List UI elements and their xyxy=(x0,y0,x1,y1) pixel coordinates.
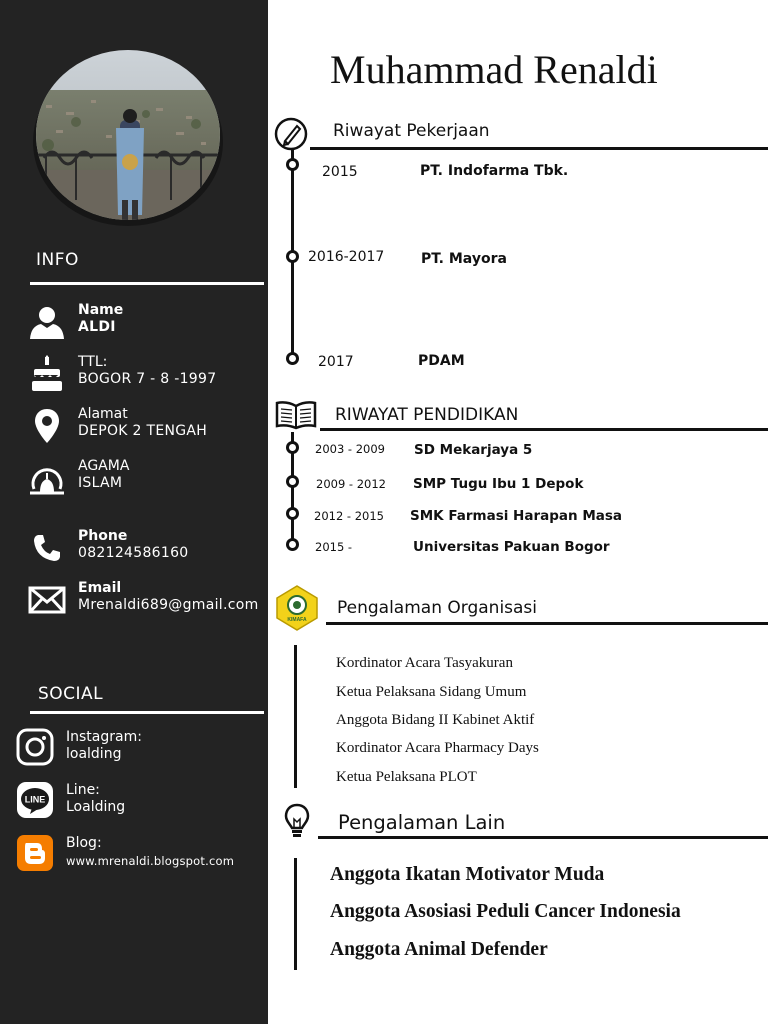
pekerjaan-heading: Riwayat Pekerjaan xyxy=(333,121,490,141)
timeline-dot xyxy=(286,352,299,365)
organisasi-divider xyxy=(326,622,768,625)
info-divider xyxy=(30,282,264,285)
instagram-value: loalding xyxy=(66,746,122,762)
phone-value: 082124586160 xyxy=(78,545,189,561)
organisasi-item: Ketua Pelaksana Sidang Umum xyxy=(336,684,527,700)
line-icon xyxy=(16,781,56,821)
job-year: 2017 xyxy=(318,354,354,370)
info-heading: INFO xyxy=(36,250,79,270)
lain-item: Anggota Ikatan Motivator Muda xyxy=(330,864,605,885)
lain-item: Anggota Asosiasi Peduli Cancer Indonesia xyxy=(330,901,681,922)
info-ttl xyxy=(26,354,268,398)
page-title: Muhammad Renaldi xyxy=(330,47,658,92)
pendidikan-heading: RIWAYAT PENDIDIKAN xyxy=(335,405,519,425)
ttl-value: BOGOR 7 - 8 -1997 xyxy=(78,371,217,387)
name-label: Name xyxy=(78,302,124,318)
organisasi-item: Ketua Pelaksana PLOT xyxy=(336,769,477,785)
email-label: Email xyxy=(78,580,122,596)
instagram-icon xyxy=(16,728,56,768)
lain-item: Anggota Animal Defender xyxy=(330,939,548,960)
blogger-icon xyxy=(16,834,56,874)
envelope-icon xyxy=(26,580,68,620)
name-value: ALDI xyxy=(78,319,116,335)
job-year: 2016-2017 xyxy=(308,249,385,265)
organisasi-heading: Pengalaman Organisasi xyxy=(337,598,538,618)
social-heading: SOCIAL xyxy=(38,684,104,704)
ttl-label: TTL: xyxy=(78,354,108,370)
job-year: 2015 xyxy=(322,164,358,180)
sidebar xyxy=(0,0,268,1024)
school-name: SMK Farmasi Harapan Masa xyxy=(410,508,623,524)
lain-heading: Pengalaman Lain xyxy=(338,811,506,834)
social-line xyxy=(16,781,268,821)
info-alamat xyxy=(26,406,268,450)
timeline-dot xyxy=(286,250,299,263)
organisasi-item: Kordinator Acara Tasyakuran xyxy=(336,655,513,671)
lightbulb-icon xyxy=(284,803,310,845)
school-year: 2009 - 2012 xyxy=(316,477,386,491)
location-pin-icon xyxy=(26,406,68,446)
phone-label: Phone xyxy=(78,528,128,544)
school-year: 2015 - xyxy=(315,540,353,554)
open-book-icon xyxy=(275,400,317,434)
info-phone xyxy=(26,528,268,572)
timeline-dot xyxy=(286,538,299,551)
profile-photo xyxy=(36,50,220,220)
lain-timeline xyxy=(294,858,297,970)
school-year: 2012 - 2015 xyxy=(314,509,384,523)
person-icon xyxy=(26,302,68,342)
alamat-value: DEPOK 2 TENGAH xyxy=(78,423,208,439)
phone-icon xyxy=(26,528,68,568)
organisasi-timeline xyxy=(294,645,297,788)
organization-emblem-icon xyxy=(273,584,321,636)
school-name: Universitas Pakuan Bogor xyxy=(413,539,610,555)
alamat-label: Alamat xyxy=(78,406,128,422)
timeline-dot xyxy=(286,158,299,171)
pekerjaan-divider xyxy=(310,147,768,150)
blog-value[interactable]: www.mrenaldi.blogspot.com xyxy=(66,854,235,868)
svg-text:LINE: LINE xyxy=(24,794,46,805)
email-value: Mrenaldi689@gmail.com xyxy=(78,597,259,613)
line-label: Line: xyxy=(66,782,100,798)
school-name: SMP Tugu Ibu 1 Depok xyxy=(413,476,584,492)
timeline-dot xyxy=(286,507,299,520)
info-name xyxy=(26,302,268,346)
mosque-icon xyxy=(26,458,68,498)
school-name: SD Mekarjaya 5 xyxy=(414,442,533,458)
svg-text:KIMAFA: KIMAFA xyxy=(287,617,307,623)
job-company: PT. Indofarma Tbk. xyxy=(420,163,569,179)
timeline-dot xyxy=(286,441,299,454)
pendidikan-divider xyxy=(320,428,768,431)
line-value: Loalding xyxy=(66,799,126,815)
lain-divider xyxy=(318,836,768,839)
info-email xyxy=(26,580,268,624)
timeline-dot xyxy=(286,475,299,488)
social-divider xyxy=(30,711,264,714)
job-company: PT. Mayora xyxy=(421,251,507,267)
info-agama xyxy=(26,458,268,502)
organisasi-item: Kordinator Acara Pharmacy Days xyxy=(336,740,539,756)
organisasi-item: Anggota Bidang II Kabinet Aktif xyxy=(336,712,535,728)
agama-label: AGAMA xyxy=(78,458,130,474)
instagram-label: Instagram: xyxy=(66,729,142,745)
school-year: 2003 - 2009 xyxy=(315,442,385,456)
social-blog xyxy=(16,834,268,874)
blog-label: Blog: xyxy=(66,835,102,851)
social-instagram xyxy=(16,728,268,768)
cake-icon xyxy=(26,354,68,394)
job-company: PDAM xyxy=(418,353,465,369)
agama-value: ISLAM xyxy=(78,475,123,491)
